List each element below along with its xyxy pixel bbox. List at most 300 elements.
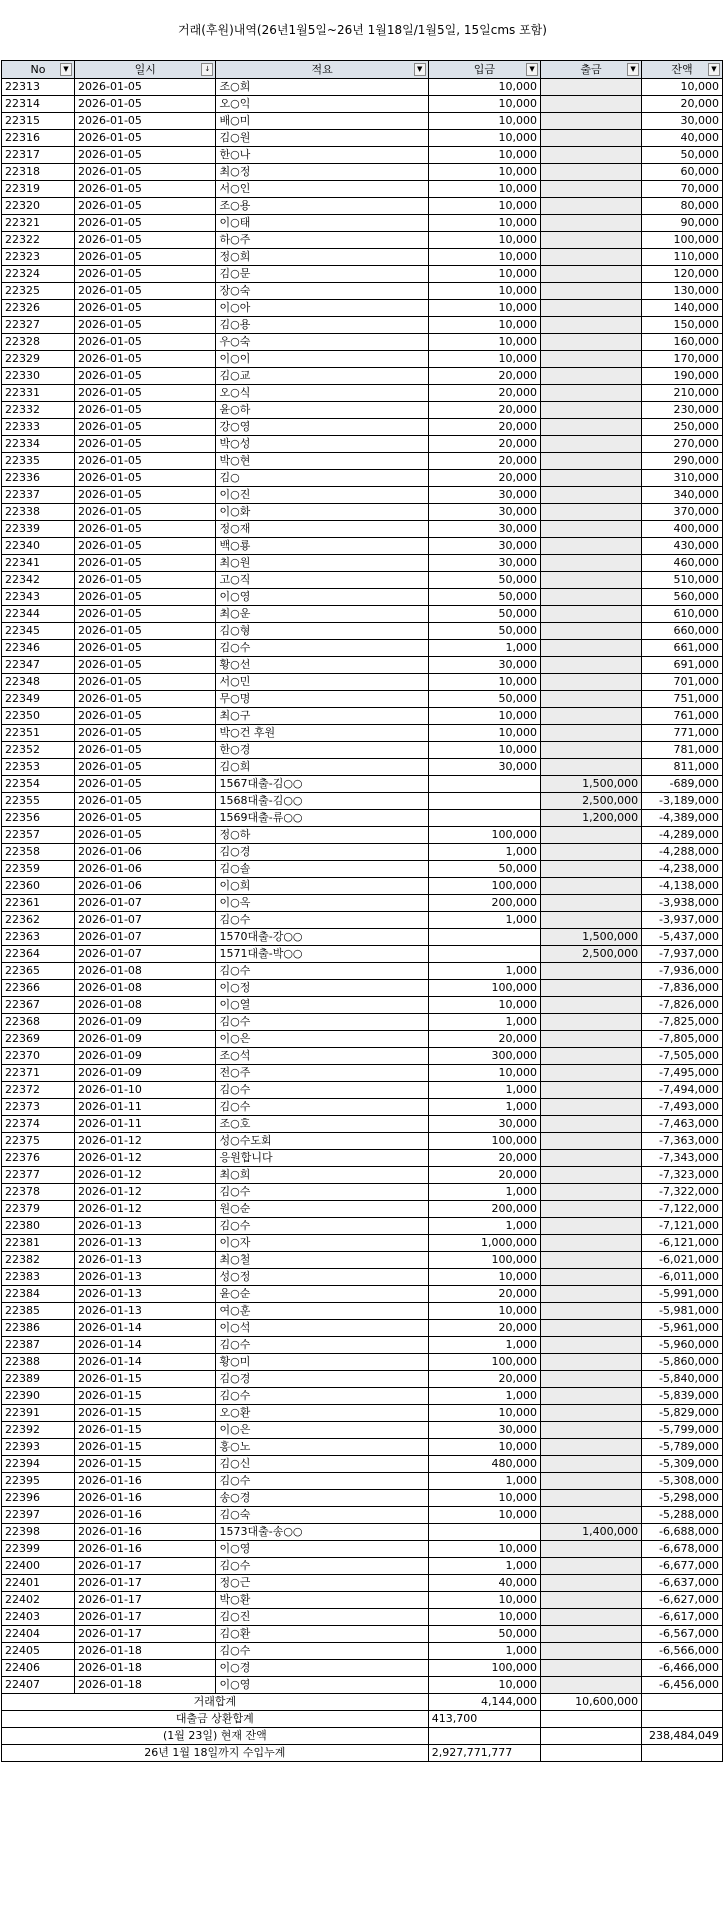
cell-memo: 윤○순 bbox=[216, 1286, 428, 1303]
cell-date: 2026-01-13 bbox=[74, 1218, 216, 1235]
cell-deposit: 300,000 bbox=[428, 1048, 540, 1065]
table-row bbox=[2, 997, 723, 1014]
cell-withdrawal bbox=[541, 827, 642, 844]
cell-balance: -689,000 bbox=[642, 776, 723, 793]
cell-balance: 30,000 bbox=[642, 113, 723, 130]
cell-date: 2026-01-17 bbox=[74, 1592, 216, 1609]
cell-balance: -7,836,000 bbox=[642, 980, 723, 997]
cell-memo: 김○형 bbox=[216, 623, 428, 640]
table-row bbox=[2, 368, 723, 385]
cell-date: 2026-01-07 bbox=[74, 895, 216, 912]
cell-balance: 661,000 bbox=[642, 640, 723, 657]
cell-withdrawal bbox=[541, 164, 642, 181]
filter-dropdown-icon[interactable]: ▼ bbox=[526, 63, 538, 76]
cell-deposit: 10,000 bbox=[428, 164, 540, 181]
cell-deposit: 10,000 bbox=[428, 232, 540, 249]
table-row bbox=[2, 266, 723, 283]
cell-no: 22330 bbox=[2, 368, 75, 385]
table-row bbox=[2, 1320, 723, 1337]
cell-memo: 이○열 bbox=[216, 997, 428, 1014]
cell-withdrawal bbox=[541, 1303, 642, 1320]
cell-no: 22382 bbox=[2, 1252, 75, 1269]
cell-balance: -7,505,000 bbox=[642, 1048, 723, 1065]
cell-withdrawal bbox=[541, 419, 642, 436]
cell-balance: -5,860,000 bbox=[642, 1354, 723, 1371]
cell-date: 2026-01-05 bbox=[74, 402, 216, 419]
cell-withdrawal: 1,500,000 bbox=[541, 929, 642, 946]
filter-dropdown-icon[interactable]: ▼ bbox=[414, 63, 426, 76]
cell-date: 2026-01-05 bbox=[74, 810, 216, 827]
cell-deposit: 50,000 bbox=[428, 861, 540, 878]
cell-balance: 140,000 bbox=[642, 300, 723, 317]
table-row bbox=[2, 351, 723, 368]
table-row bbox=[2, 1099, 723, 1116]
filter-dropdown-icon[interactable]: ▼ bbox=[60, 63, 72, 76]
cell-balance: -6,011,000 bbox=[642, 1269, 723, 1286]
table-row bbox=[2, 1269, 723, 1286]
cell-withdrawal bbox=[541, 181, 642, 198]
table-row bbox=[2, 1167, 723, 1184]
table-row bbox=[2, 79, 723, 96]
cell-deposit: 1,000 bbox=[428, 844, 540, 861]
cell-memo: 강○영 bbox=[216, 419, 428, 436]
cell-memo: 오○환 bbox=[216, 1405, 428, 1422]
cell-balance: -7,322,000 bbox=[642, 1184, 723, 1201]
cell-withdrawal bbox=[541, 861, 642, 878]
cell-memo: 이○정 bbox=[216, 980, 428, 997]
cell-withdrawal bbox=[541, 1575, 642, 1592]
cell-no: 22321 bbox=[2, 215, 75, 232]
cell-deposit: 10,000 bbox=[428, 725, 540, 742]
cell-balance: 610,000 bbox=[642, 606, 723, 623]
cell-date: 2026-01-07 bbox=[74, 946, 216, 963]
filter-dropdown-icon[interactable]: ▼ bbox=[708, 63, 720, 76]
cell-memo: 송○경 bbox=[216, 1490, 428, 1507]
cell-balance: -5,839,000 bbox=[642, 1388, 723, 1405]
cell-memo: 이○희 bbox=[216, 878, 428, 895]
cell-date: 2026-01-09 bbox=[74, 1014, 216, 1031]
cell-balance: -6,456,000 bbox=[642, 1677, 723, 1694]
cell-date: 2026-01-06 bbox=[74, 844, 216, 861]
cell-memo: 이○옥 bbox=[216, 895, 428, 912]
cell-memo: 김○진 bbox=[216, 1609, 428, 1626]
cell-memo: 김○경 bbox=[216, 1371, 428, 1388]
table-row bbox=[2, 1252, 723, 1269]
cell-date: 2026-01-13 bbox=[74, 1269, 216, 1286]
cell-deposit: 100,000 bbox=[428, 980, 540, 997]
cell-balance: 510,000 bbox=[642, 572, 723, 589]
table-row bbox=[2, 538, 723, 555]
table-row bbox=[2, 606, 723, 623]
cell-balance: 370,000 bbox=[642, 504, 723, 521]
cell-memo: 고○직 bbox=[216, 572, 428, 589]
cell-withdrawal bbox=[541, 1014, 642, 1031]
cell-memo: 김○수 bbox=[216, 1388, 428, 1405]
summary-repay-row bbox=[2, 1711, 723, 1728]
table-row bbox=[2, 810, 723, 827]
table-row bbox=[2, 742, 723, 759]
cell-withdrawal bbox=[541, 504, 642, 521]
cell-no: 22362 bbox=[2, 912, 75, 929]
cell-no: 22320 bbox=[2, 198, 75, 215]
cell-deposit bbox=[428, 929, 540, 946]
cell-no: 22338 bbox=[2, 504, 75, 521]
cell-withdrawal bbox=[541, 1439, 642, 1456]
cell-no: 22344 bbox=[2, 606, 75, 623]
cell-withdrawal bbox=[541, 1541, 642, 1558]
cell-withdrawal bbox=[541, 1405, 642, 1422]
cell-date: 2026-01-17 bbox=[74, 1626, 216, 1643]
cell-memo: 이○진 bbox=[216, 487, 428, 504]
table-row bbox=[2, 1439, 723, 1456]
cell-no: 22406 bbox=[2, 1660, 75, 1677]
cell-date: 2026-01-06 bbox=[74, 878, 216, 895]
cell-memo: 여○훈 bbox=[216, 1303, 428, 1320]
cell-date: 2026-01-18 bbox=[74, 1677, 216, 1694]
table-row bbox=[2, 300, 723, 317]
cell-withdrawal bbox=[541, 1473, 642, 1490]
cell-memo: 김○수 bbox=[216, 640, 428, 657]
cell-withdrawal bbox=[541, 691, 642, 708]
cell-withdrawal bbox=[541, 147, 642, 164]
cell-memo: 서○민 bbox=[216, 674, 428, 691]
cell-memo: 김○수 bbox=[216, 1184, 428, 1201]
cell-memo: 김○솔 bbox=[216, 861, 428, 878]
cell-deposit: 100,000 bbox=[428, 1660, 540, 1677]
cell-date: 2026-01-05 bbox=[74, 827, 216, 844]
cell-balance: -7,493,000 bbox=[642, 1099, 723, 1116]
table-row bbox=[2, 1541, 723, 1558]
cell-balance: -6,688,000 bbox=[642, 1524, 723, 1541]
cell-date: 2026-01-05 bbox=[74, 606, 216, 623]
cell-memo: 이○은 bbox=[216, 1031, 428, 1048]
col-header-deposit: 입금 ▼ bbox=[428, 61, 540, 79]
cell-date: 2026-01-05 bbox=[74, 725, 216, 742]
cell-deposit: 30,000 bbox=[428, 521, 540, 538]
cell-no: 22377 bbox=[2, 1167, 75, 1184]
table-row bbox=[2, 96, 723, 113]
cell-withdrawal bbox=[541, 1388, 642, 1405]
cell-withdrawal: 1,500,000 bbox=[541, 776, 642, 793]
cell-date: 2026-01-13 bbox=[74, 1286, 216, 1303]
cell-deposit: 20,000 bbox=[428, 1031, 540, 1048]
cell-no: 22343 bbox=[2, 589, 75, 606]
cell-memo: 김○수 bbox=[216, 1558, 428, 1575]
cell-no: 22385 bbox=[2, 1303, 75, 1320]
cell-balance: -5,308,000 bbox=[642, 1473, 723, 1490]
cell-date: 2026-01-05 bbox=[74, 589, 216, 606]
cell-withdrawal bbox=[541, 589, 642, 606]
cell-memo: 한○경 bbox=[216, 742, 428, 759]
cell-no: 22387 bbox=[2, 1337, 75, 1354]
cell-memo: 김○숙 bbox=[216, 1507, 428, 1524]
sort-filter-icon[interactable]: ↓ bbox=[201, 63, 213, 76]
cell-balance: 130,000 bbox=[642, 283, 723, 300]
table-row bbox=[2, 776, 723, 793]
col-header-balance: 잔액 ▼ bbox=[642, 61, 723, 79]
cell-no: 22357 bbox=[2, 827, 75, 844]
cell-deposit: 10,000 bbox=[428, 130, 540, 147]
cell-date: 2026-01-05 bbox=[74, 691, 216, 708]
cell-withdrawal: 2,500,000 bbox=[541, 793, 642, 810]
cell-deposit: 10,000 bbox=[428, 1269, 540, 1286]
cell-deposit: 10,000 bbox=[428, 249, 540, 266]
cell-deposit: 30,000 bbox=[428, 555, 540, 572]
cell-date: 2026-01-14 bbox=[74, 1354, 216, 1371]
cell-balance: -6,466,000 bbox=[642, 1660, 723, 1677]
cell-withdrawal bbox=[541, 555, 642, 572]
cell-deposit: 100,000 bbox=[428, 827, 540, 844]
cell-no: 22373 bbox=[2, 1099, 75, 1116]
table-row bbox=[2, 1184, 723, 1201]
cell-memo: 박○건 후원 bbox=[216, 725, 428, 742]
cell-memo: 하○주 bbox=[216, 232, 428, 249]
cell-balance: -3,937,000 bbox=[642, 912, 723, 929]
total-deposit: 4,144,000 bbox=[428, 1694, 540, 1711]
cell-memo: 김○수 bbox=[216, 1643, 428, 1660]
cell-memo: 1568대출-김○○ bbox=[216, 793, 428, 810]
cell-memo: 김○교 bbox=[216, 368, 428, 385]
cell-no: 22368 bbox=[2, 1014, 75, 1031]
cell-deposit: 100,000 bbox=[428, 1354, 540, 1371]
cell-no: 22407 bbox=[2, 1677, 75, 1694]
cell-withdrawal bbox=[541, 283, 642, 300]
cell-no: 22369 bbox=[2, 1031, 75, 1048]
cell-deposit: 1,000 bbox=[428, 1388, 540, 1405]
cell-balance: -6,637,000 bbox=[642, 1575, 723, 1592]
cell-withdrawal bbox=[541, 1643, 642, 1660]
cell-withdrawal bbox=[541, 402, 642, 419]
cell-memo: 이○이 bbox=[216, 351, 428, 368]
cell-balance: -5,981,000 bbox=[642, 1303, 723, 1320]
cell-date: 2026-01-17 bbox=[74, 1558, 216, 1575]
cell-withdrawal bbox=[541, 1235, 642, 1252]
cell-withdrawal bbox=[541, 1031, 642, 1048]
cell-no: 22376 bbox=[2, 1150, 75, 1167]
cell-memo: 김○수 bbox=[216, 963, 428, 980]
total-withdrawal: 10,600,000 bbox=[541, 1694, 642, 1711]
cell-withdrawal bbox=[541, 606, 642, 623]
cell-withdrawal bbox=[541, 1609, 642, 1626]
cell-date: 2026-01-05 bbox=[74, 759, 216, 776]
cell-balance: 230,000 bbox=[642, 402, 723, 419]
table-row bbox=[2, 1405, 723, 1422]
cell-deposit: 30,000 bbox=[428, 538, 540, 555]
table-row bbox=[2, 1643, 723, 1660]
cell-no: 22401 bbox=[2, 1575, 75, 1592]
cell-memo: 윤○하 bbox=[216, 402, 428, 419]
cell-withdrawal bbox=[541, 1133, 642, 1150]
cell-memo: 최○운 bbox=[216, 606, 428, 623]
cell-deposit: 1,000 bbox=[428, 1473, 540, 1490]
cell-no: 22334 bbox=[2, 436, 75, 453]
cell-no: 22342 bbox=[2, 572, 75, 589]
cell-date: 2026-01-08 bbox=[74, 963, 216, 980]
cell-memo: 정○재 bbox=[216, 521, 428, 538]
cell-no: 22375 bbox=[2, 1133, 75, 1150]
repay-label: 대출금 상환합계 bbox=[2, 1711, 429, 1728]
cell-date: 2026-01-07 bbox=[74, 912, 216, 929]
cell-withdrawal bbox=[541, 844, 642, 861]
cell-no: 22393 bbox=[2, 1439, 75, 1456]
cell-date: 2026-01-09 bbox=[74, 1065, 216, 1082]
cell-withdrawal bbox=[541, 1677, 642, 1694]
table-row bbox=[2, 1626, 723, 1643]
cell-date: 2026-01-05 bbox=[74, 419, 216, 436]
table-row bbox=[2, 1014, 723, 1031]
repay-value: 413,700 bbox=[428, 1711, 540, 1728]
table-row bbox=[2, 249, 723, 266]
cell-date: 2026-01-17 bbox=[74, 1575, 216, 1592]
cell-deposit: 200,000 bbox=[428, 1201, 540, 1218]
cell-deposit: 10,000 bbox=[428, 113, 540, 130]
cell-no: 22389 bbox=[2, 1371, 75, 1388]
table-row bbox=[2, 589, 723, 606]
cell-withdrawal bbox=[541, 1252, 642, 1269]
cell-date: 2026-01-16 bbox=[74, 1524, 216, 1541]
cell-date: 2026-01-05 bbox=[74, 147, 216, 164]
cell-withdrawal bbox=[541, 623, 642, 640]
table-row bbox=[2, 215, 723, 232]
table-row bbox=[2, 1082, 723, 1099]
cell-memo: 정○근 bbox=[216, 1575, 428, 1592]
cell-deposit: 30,000 bbox=[428, 1116, 540, 1133]
cell-balance: -5,991,000 bbox=[642, 1286, 723, 1303]
cell-deposit: 10,000 bbox=[428, 266, 540, 283]
cell-balance: -5,799,000 bbox=[642, 1422, 723, 1439]
cell-deposit: 10,000 bbox=[428, 1439, 540, 1456]
cell-deposit: 200,000 bbox=[428, 895, 540, 912]
balance-value: 238,484,049 bbox=[642, 1728, 723, 1745]
cell-withdrawal bbox=[541, 912, 642, 929]
cell-no: 22361 bbox=[2, 895, 75, 912]
table-row bbox=[2, 1524, 723, 1541]
cell-withdrawal bbox=[541, 1167, 642, 1184]
cell-deposit: 10,000 bbox=[428, 300, 540, 317]
table-row bbox=[2, 181, 723, 198]
cell-memo: 김○수 bbox=[216, 912, 428, 929]
cell-no: 22402 bbox=[2, 1592, 75, 1609]
cell-balance: -7,826,000 bbox=[642, 997, 723, 1014]
table-row bbox=[2, 572, 723, 589]
cell-withdrawal bbox=[541, 1371, 642, 1388]
cell-memo: 황○선 bbox=[216, 657, 428, 674]
cell-no: 22328 bbox=[2, 334, 75, 351]
cell-no: 22384 bbox=[2, 1286, 75, 1303]
cell-balance: 460,000 bbox=[642, 555, 723, 572]
cell-date: 2026-01-15 bbox=[74, 1422, 216, 1439]
cell-deposit: 10,000 bbox=[428, 1303, 540, 1320]
cell-deposit: 50,000 bbox=[428, 572, 540, 589]
cell-no: 22340 bbox=[2, 538, 75, 555]
cell-deposit: 10,000 bbox=[428, 742, 540, 759]
cell-date: 2026-01-15 bbox=[74, 1388, 216, 1405]
cell-no: 22366 bbox=[2, 980, 75, 997]
cell-no: 22364 bbox=[2, 946, 75, 963]
cell-deposit: 10,000 bbox=[428, 1405, 540, 1422]
cell-withdrawal bbox=[541, 130, 642, 147]
cell-date: 2026-01-11 bbox=[74, 1099, 216, 1116]
filter-dropdown-icon[interactable]: ▼ bbox=[627, 63, 639, 76]
cell-memo: 성○수도회 bbox=[216, 1133, 428, 1150]
table-row bbox=[2, 1337, 723, 1354]
cell-withdrawal bbox=[541, 1456, 642, 1473]
cell-date: 2026-01-05 bbox=[74, 572, 216, 589]
table-row bbox=[2, 232, 723, 249]
cell-memo: 이○자 bbox=[216, 1235, 428, 1252]
cell-deposit: 10,000 bbox=[428, 96, 540, 113]
cell-withdrawal bbox=[541, 997, 642, 1014]
cell-deposit: 20,000 bbox=[428, 419, 540, 436]
cell-no: 22349 bbox=[2, 691, 75, 708]
cell-date: 2026-01-05 bbox=[74, 623, 216, 640]
cell-no: 22380 bbox=[2, 1218, 75, 1235]
cell-balance: 771,000 bbox=[642, 725, 723, 742]
cell-memo: 김○수 bbox=[216, 1473, 428, 1490]
cell-memo: 전○주 bbox=[216, 1065, 428, 1082]
cell-balance: 40,000 bbox=[642, 130, 723, 147]
cell-deposit: 480,000 bbox=[428, 1456, 540, 1473]
cell-date: 2026-01-12 bbox=[74, 1133, 216, 1150]
cell-withdrawal bbox=[541, 1507, 642, 1524]
sheet-title: 거래(후원)내역(26년1월5일~26년 1월18일/1월5일, 15일cms 포함) bbox=[178, 23, 547, 37]
cell-deposit: 100,000 bbox=[428, 878, 540, 895]
cell-balance: -4,138,000 bbox=[642, 878, 723, 895]
cell-memo: 오○식 bbox=[216, 385, 428, 402]
cell-withdrawal bbox=[541, 538, 642, 555]
cell-withdrawal bbox=[541, 1626, 642, 1643]
cell-deposit: 100,000 bbox=[428, 1133, 540, 1150]
cell-balance: 10,000 bbox=[642, 79, 723, 96]
cell-memo: 1571대출-박○○ bbox=[216, 946, 428, 963]
cell-withdrawal bbox=[541, 1337, 642, 1354]
table-row bbox=[2, 1422, 723, 1439]
cell-date: 2026-01-05 bbox=[74, 470, 216, 487]
cell-memo: 최○원 bbox=[216, 555, 428, 572]
table-row bbox=[2, 861, 723, 878]
cell-memo: 김○신 bbox=[216, 1456, 428, 1473]
cell-date: 2026-01-05 bbox=[74, 521, 216, 538]
cell-date: 2026-01-05 bbox=[74, 436, 216, 453]
cell-memo: 최○구 bbox=[216, 708, 428, 725]
cell-balance: -7,122,000 bbox=[642, 1201, 723, 1218]
cell-balance: -5,789,000 bbox=[642, 1439, 723, 1456]
cell-withdrawal bbox=[541, 436, 642, 453]
cell-memo: 김○수 bbox=[216, 1014, 428, 1031]
cell-withdrawal bbox=[541, 249, 642, 266]
cell-balance: 80,000 bbox=[642, 198, 723, 215]
cell-memo: 박○성 bbox=[216, 436, 428, 453]
cell-deposit: 10,000 bbox=[428, 215, 540, 232]
cell-balance: 50,000 bbox=[642, 147, 723, 164]
cell-deposit: 20,000 bbox=[428, 385, 540, 402]
cell-balance: -3,189,000 bbox=[642, 793, 723, 810]
cell-date: 2026-01-05 bbox=[74, 215, 216, 232]
cell-date: 2026-01-05 bbox=[74, 708, 216, 725]
cell-deposit: 1,000,000 bbox=[428, 1235, 540, 1252]
transaction-table bbox=[1, 60, 723, 1762]
cell-memo: 최○철 bbox=[216, 1252, 428, 1269]
cell-memo: 이○태 bbox=[216, 215, 428, 232]
cell-memo: 이○경 bbox=[216, 1660, 428, 1677]
cell-date: 2026-01-13 bbox=[74, 1252, 216, 1269]
cell-date: 2026-01-15 bbox=[74, 1405, 216, 1422]
cell-date: 2026-01-05 bbox=[74, 487, 216, 504]
cell-withdrawal: 2,500,000 bbox=[541, 946, 642, 963]
cell-balance: 430,000 bbox=[642, 538, 723, 555]
cell-balance: 110,000 bbox=[642, 249, 723, 266]
cell-balance: 170,000 bbox=[642, 351, 723, 368]
